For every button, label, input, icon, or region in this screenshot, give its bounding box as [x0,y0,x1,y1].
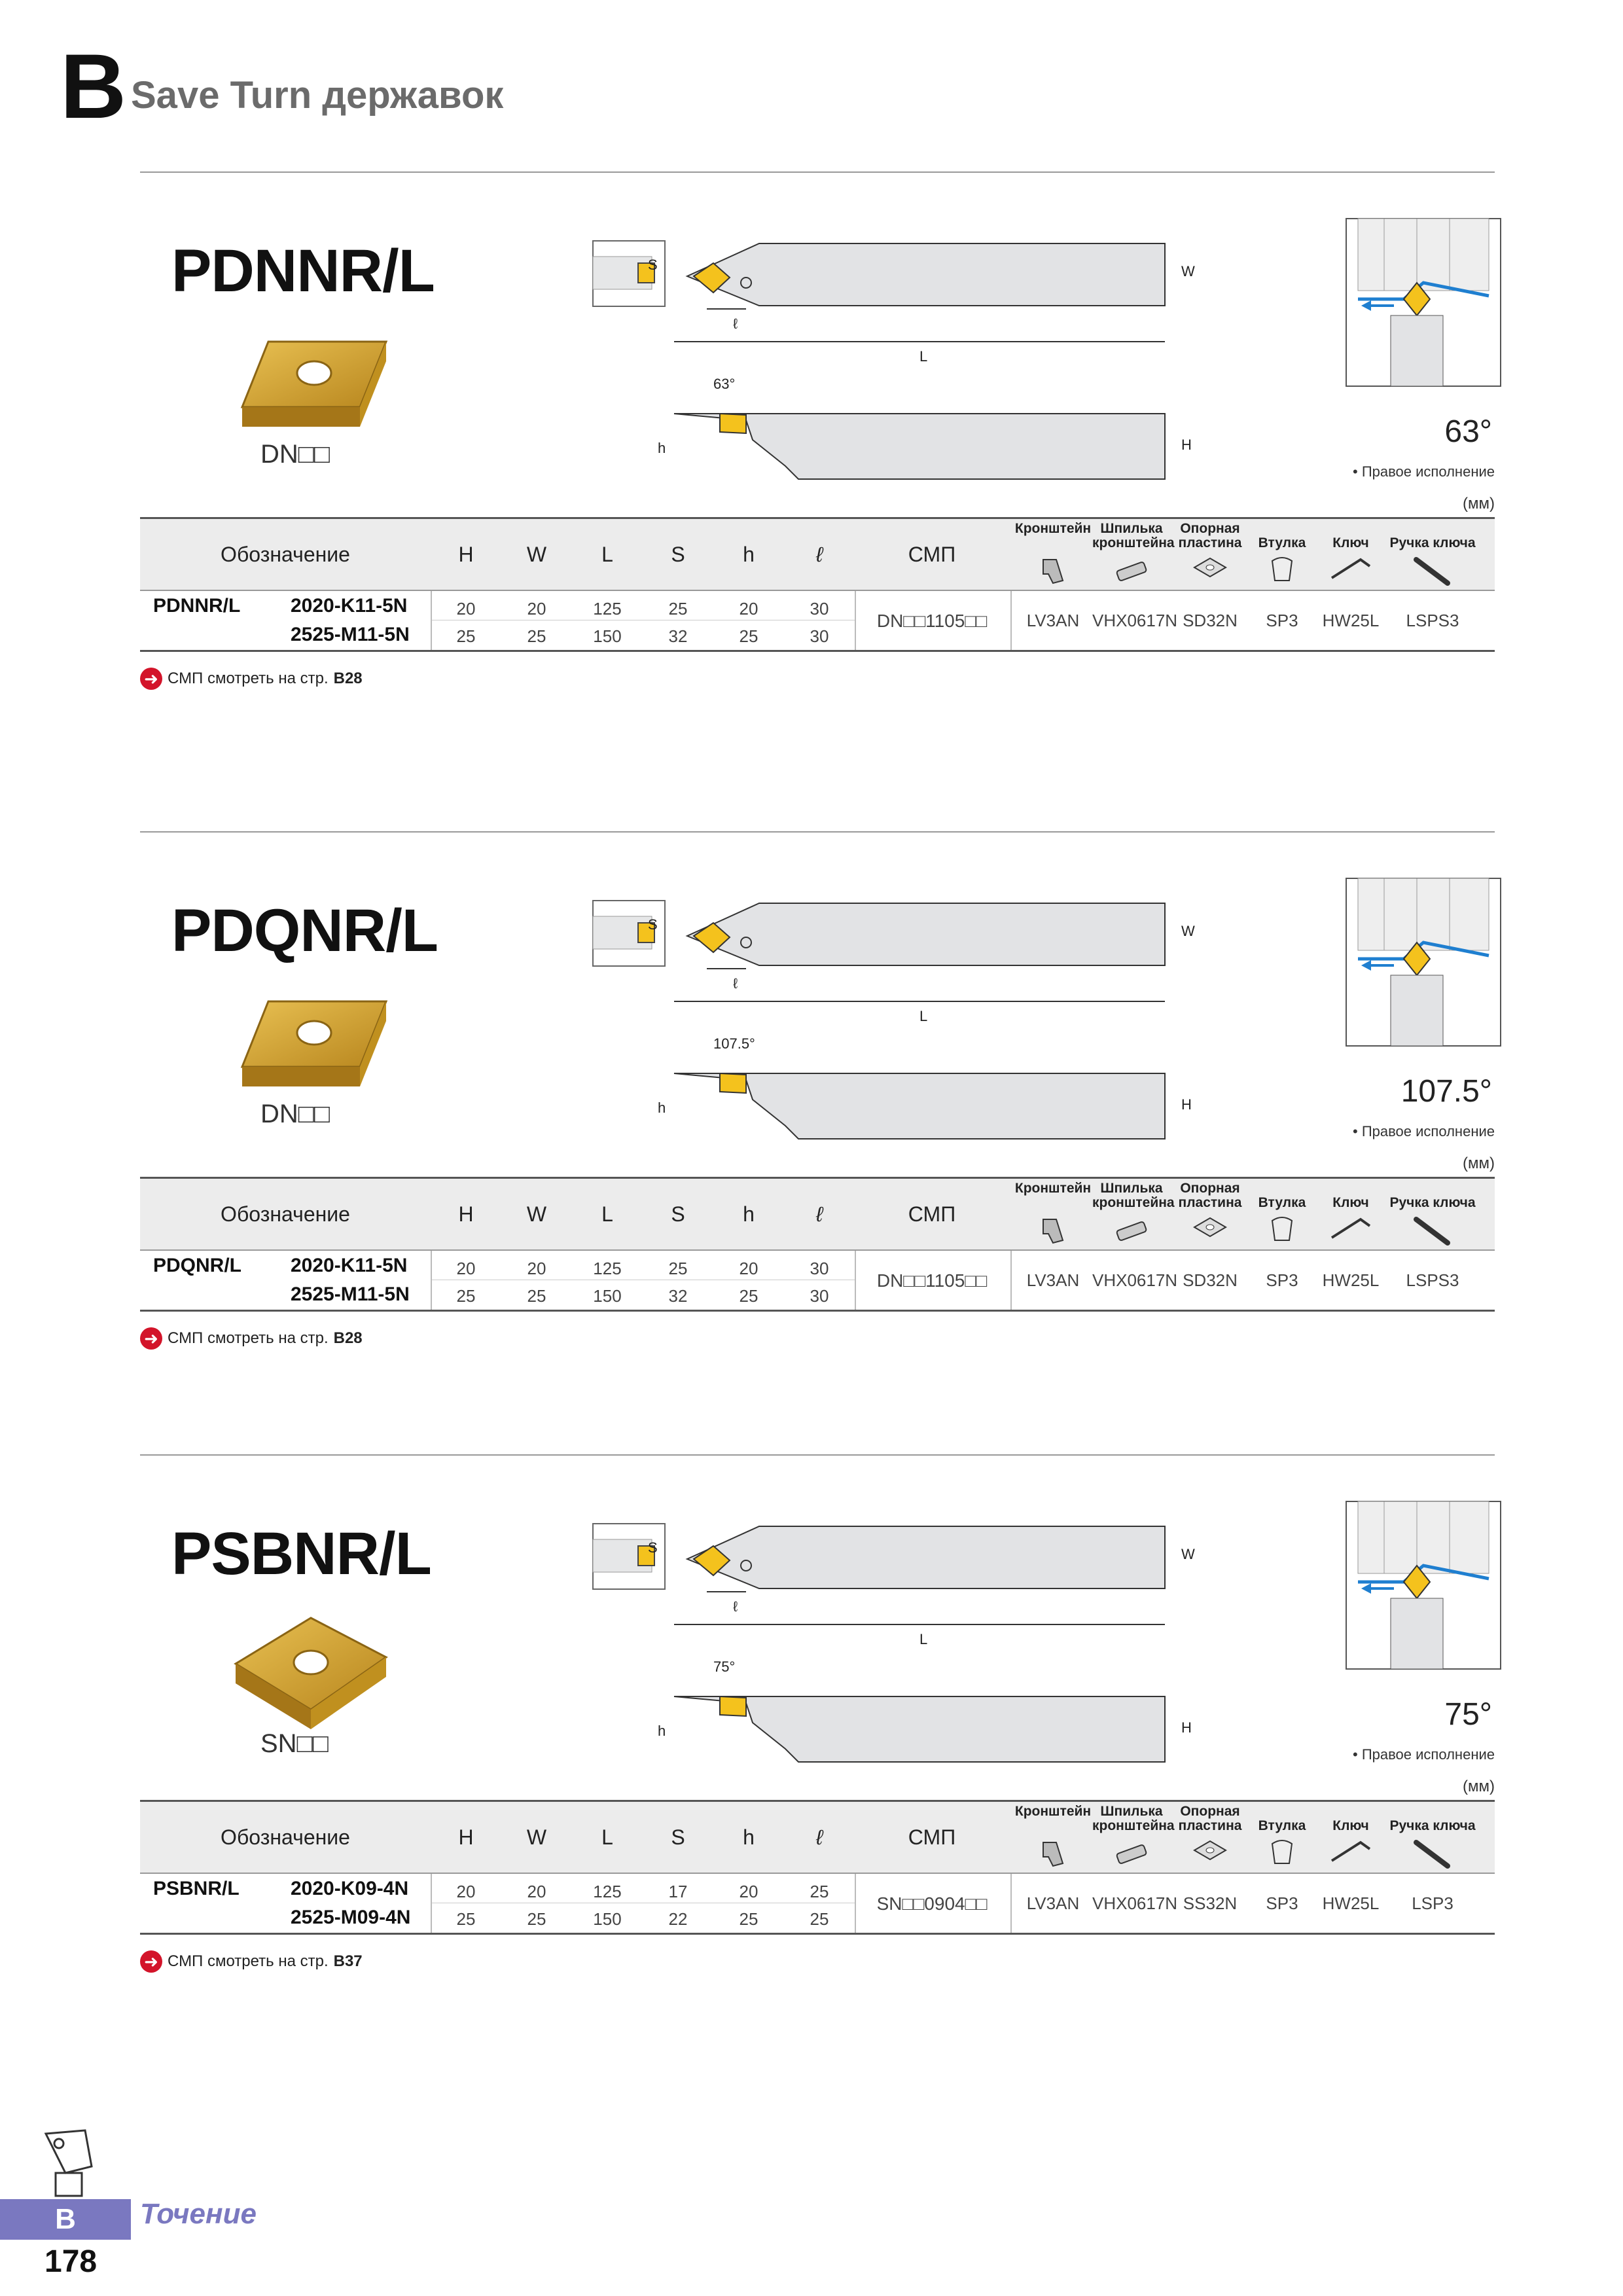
cell-W: 20 [527,1259,546,1278]
col-H: H [458,1202,474,1226]
svg-text:ℓ: ℓ [733,1598,738,1615]
key-handle-icon [1410,1214,1455,1247]
bracket-icon [1037,554,1069,587]
approach-angle: 75° [1444,1697,1492,1732]
col-S: S [671,1202,685,1226]
cell-h: 20 [739,599,758,619]
col-bracket: Кронштейн [1014,1181,1092,1247]
insert-type-label: DN□□ [260,440,330,469]
cell-S: 22 [668,1909,688,1929]
cell-H: 20 [456,1882,476,1901]
col-S: S [671,1825,685,1849]
table-header [140,1802,1495,1874]
col-l: ℓ [815,542,823,566]
insert-image [229,329,393,453]
cell-key: HW25L [1322,1270,1380,1290]
hex-key-icon [1328,1837,1374,1863]
cell-W: 20 [527,1882,546,1901]
cell-bracket: LV3AN [1026,1893,1080,1913]
col-L: L [601,542,613,566]
cell-insert: SN□□0904□□ [876,1893,988,1914]
col-plate: Опорная пластина [1171,1804,1249,1870]
col-L: L [601,1825,613,1849]
table-header [140,519,1495,591]
row-code: 2525-M11-5N [291,1283,410,1305]
col-H: H [458,1825,474,1849]
cell-L: 125 [593,1882,622,1901]
svg-text:h: h [658,1100,666,1116]
page-number: 178 [45,2244,98,2279]
shim-plate-icon [1190,1214,1230,1240]
cell-handle: LSPS3 [1406,1270,1459,1290]
cell-plate: SD32N [1183,611,1238,630]
cell-S: 32 [668,1286,688,1306]
cell-handle: LSPS3 [1406,611,1459,630]
insert-image [229,1611,393,1736]
sleeve-icon [1266,1214,1298,1247]
section-letter: B [60,35,127,137]
svg-text:ℓ: ℓ [733,315,738,332]
cell-S: 25 [668,599,688,619]
hand-note: • Правое исполнение [1353,1123,1495,1139]
cell-sleeve: SP3 [1266,611,1298,630]
cell-plate: SD32N [1183,1270,1238,1290]
stud-icon [1112,1837,1151,1870]
cell-h: 25 [739,1286,758,1306]
spec-table [140,1800,1495,1935]
col-l: ℓ [815,1202,823,1226]
cell-L: 125 [593,599,622,619]
col-W: W [526,1825,547,1849]
bracket-icon [1037,1214,1069,1247]
insert-reference-note: ➜ СМП смотреть на стр. B37 [140,1950,363,1973]
col-bracket: Кронштейн [1014,1804,1092,1870]
table-body [140,591,1495,650]
cell-sleeve: SP3 [1266,1893,1298,1913]
cell-stud: VHX0617N [1092,1270,1178,1290]
hand-note: • Правое исполнение [1353,1746,1495,1763]
svg-text:S: S [648,1539,658,1556]
col-bracket: Кронштейн [1014,522,1092,587]
svg-text:H: H [1181,1719,1192,1736]
reference-page[interactable]: B28 [333,1329,363,1347]
cell-L: 150 [593,1286,622,1306]
cell-sleeve: SP3 [1266,1270,1298,1290]
cell-l: 25 [810,1882,829,1901]
row-family: PSBNR/L [153,1878,240,1899]
application-diagram [1345,217,1502,387]
col-handle: Ручка ключа [1387,1804,1478,1870]
cell-bracket: LV3AN [1026,611,1080,630]
col-l: ℓ [815,1825,823,1849]
arrow-right-icon: ➜ [140,668,162,690]
col-W: W [526,1202,547,1226]
product-section [0,831,1623,1420]
key-handle-icon [1410,554,1455,587]
cell-W: 25 [527,1286,546,1306]
unit-label: (мм) [1463,1778,1495,1795]
col-L: L [601,1202,613,1226]
col-insert: СМП [908,1825,956,1849]
cell-insert: DN□□1105□□ [876,1270,988,1291]
approach-angle: 107.5° [1400,1074,1492,1109]
row-code: 2525-M09-4N [291,1907,411,1928]
angle-mark: 63° [713,376,736,392]
table-header [140,1179,1495,1251]
row-code: 2020-K09-4N [291,1878,409,1899]
col-designation: Обозначение [221,1825,350,1849]
svg-text:W: W [1181,263,1195,279]
cell-L: 150 [593,1909,622,1929]
insert-image [229,988,393,1113]
cell-L: 125 [593,1259,622,1278]
col-plate: Опорная пластина [1171,1181,1249,1247]
shim-plate-icon [1190,554,1230,581]
angle-mark: 107.5° [713,1035,755,1052]
footer-section-name: Точение [140,2198,257,2230]
svg-text:W: W [1181,1546,1195,1562]
svg-text:h: h [658,1723,666,1739]
row-code: 2020-K11-5N [291,1255,408,1276]
reference-page[interactable]: B28 [333,670,363,687]
footer-section-letter: B [0,2199,131,2240]
bracket-icon [1037,1837,1069,1870]
cell-key: HW25L [1322,1893,1380,1913]
cell-S: 25 [668,1259,688,1278]
spec-table [140,517,1495,652]
cell-H: 20 [456,1259,476,1278]
stud-icon [1112,554,1151,587]
svg-text:H: H [1181,437,1192,453]
product-section [0,1454,1623,2043]
cell-bracket: LV3AN [1026,1270,1080,1290]
svg-text:L: L [919,348,928,365]
col-h: h [743,542,755,566]
cell-H: 20 [456,599,476,619]
cell-h: 25 [739,1909,758,1929]
cell-plate: SS32N [1183,1893,1238,1913]
row-code: 2525-M11-5N [291,624,410,645]
col-H: H [458,542,474,566]
col-W: W [526,542,547,566]
cell-H: 25 [456,1909,476,1929]
cell-L: 150 [593,626,622,646]
insert-reference-note: ➜ СМП смотреть на стр. B28 [140,668,363,690]
col-key: Ключ [1318,522,1383,587]
insert-type-label: SN□□ [260,1729,329,1758]
shim-plate-icon [1190,1837,1230,1863]
approach-angle: 63° [1444,414,1492,449]
svg-text:H: H [1181,1096,1192,1113]
row-code: 2020-K11-5N [291,595,408,617]
cell-H: 25 [456,1286,476,1306]
cell-h: 20 [739,1882,758,1901]
sleeve-icon [1266,554,1298,587]
col-handle: Ручка ключа [1387,522,1478,587]
cell-handle: LSP3 [1412,1893,1454,1913]
cell-l: 30 [810,1259,829,1278]
svg-text:W: W [1181,923,1195,939]
col-insert: СМП [908,542,956,566]
arrow-right-icon: ➜ [140,1327,162,1350]
cell-key: HW25L [1322,611,1380,630]
hex-key-icon [1328,1214,1374,1240]
reference-page[interactable]: B37 [333,1952,363,1970]
product-title: PDQNR/L [171,897,438,964]
cell-h: 20 [739,1259,758,1278]
insert-type-label: DN□□ [260,1100,330,1128]
spec-table [140,1177,1495,1312]
row-family: PDQNR/L [153,1255,241,1276]
cell-stud: VHX0617N [1092,1893,1178,1913]
application-diagram [1345,1500,1502,1670]
sleeve-icon [1266,1837,1298,1870]
col-h: h [743,1825,755,1849]
col-sleeve: Втулка [1249,1804,1315,1870]
col-handle: Ручка ключа [1387,1181,1478,1247]
product-title: PSBNR/L [171,1520,431,1587]
svg-text:L: L [919,1631,928,1647]
col-sleeve: Втулка [1249,1181,1315,1247]
col-sleeve: Втулка [1249,522,1315,587]
table-body [140,1251,1495,1310]
cell-insert: DN□□1105□□ [876,611,988,631]
angle-mark: 75° [713,1659,736,1675]
svg-text:ℓ: ℓ [733,975,738,992]
col-insert: СМП [908,1202,956,1226]
col-key: Ключ [1318,1181,1383,1247]
cell-S: 17 [668,1882,688,1901]
arrow-right-icon: ➜ [140,1950,162,1973]
cell-W: 25 [527,626,546,646]
cell-H: 25 [456,626,476,646]
product-section [0,171,1623,761]
cell-S: 32 [668,626,688,646]
stud-icon [1112,1214,1151,1247]
unit-label: (мм) [1463,1155,1495,1172]
table-body [140,1874,1495,1933]
hex-key-icon [1328,554,1374,581]
cell-l: 25 [810,1909,829,1929]
svg-text:L: L [919,1008,928,1024]
col-designation: Обозначение [221,542,350,566]
cell-l: 30 [810,626,829,646]
application-diagram [1345,877,1502,1047]
col-stud: Шпилька кронштейна [1092,1181,1171,1247]
insert-reference-note: ➜ СМП смотреть на стр. B28 [140,1327,363,1350]
col-designation: Обозначение [221,1202,350,1226]
col-S: S [671,542,685,566]
col-stud: Шпилька кронштейна [1092,522,1171,587]
hand-note: • Правое исполнение [1353,463,1495,480]
svg-text:S: S [648,257,658,273]
cell-l: 30 [810,1286,829,1306]
key-handle-icon [1410,1837,1455,1870]
product-title: PDNNR/L [171,238,435,304]
svg-text:h: h [658,440,666,456]
svg-text:S: S [648,916,658,933]
row-family: PDNNR/L [153,595,241,617]
col-plate: Опорная пластина [1171,522,1249,587]
cell-h: 25 [739,626,758,646]
cell-stud: VHX0617N [1092,611,1178,630]
col-stud: Шпилька кронштейна [1092,1804,1171,1870]
cell-W: 25 [527,1909,546,1929]
turning-tool-icon [39,2127,98,2199]
unit-label: (мм) [1463,495,1495,512]
col-key: Ключ [1318,1804,1383,1870]
page-title: Save Turn державок [131,74,504,117]
cell-l: 30 [810,599,829,619]
col-h: h [743,1202,755,1226]
cell-W: 20 [527,599,546,619]
